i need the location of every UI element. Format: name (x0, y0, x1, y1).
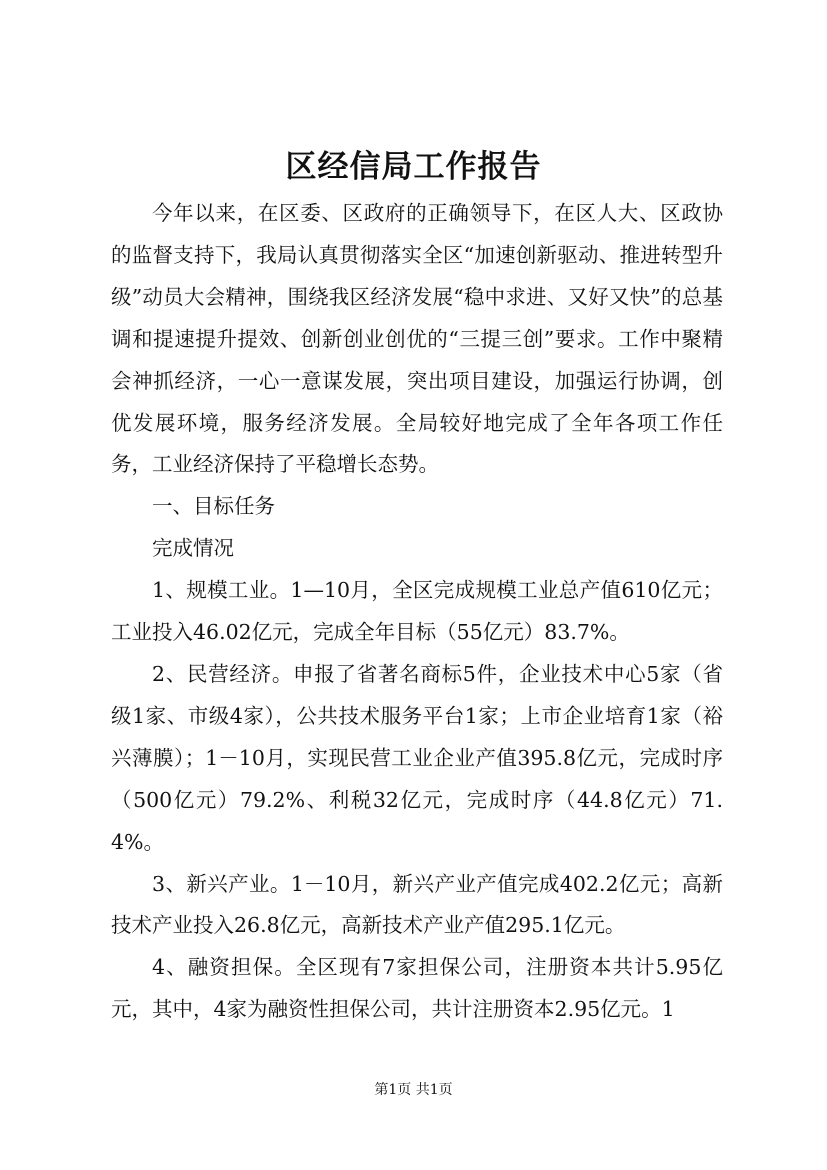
page-footer: 第1页 共1页 (374, 1082, 453, 1098)
item-industry-paragraph: 1、规模工业。1—10月，全区完成规模工业总产值610亿元；工业投入46.02亿元，完成全年目标（55亿元）83.7%。 (111, 578, 723, 645)
item-private-economy-paragraph: 2、民营经济。申报了省著名商标5件，企业技术中心5家（省级1家、市级4家），公共技术服务平台1家；上市企业培育1家（裕兴薄膜）；1－10月，实现民营工业企业产值395.8亿元，完成时序（500亿元）79.2%、利税32亿元，完成时序（44.8亿元）71.4%。 (111, 661, 723, 854)
subheading-completion: 完成情况 (152, 536, 234, 561)
document-body (111, 193, 723, 1031)
section-heading-goals: 一、目标任务 (152, 494, 275, 519)
item-emerging-industry-paragraph: 3、新兴产业。1－10月，新兴产业产值完成402.2亿元；高新技术产业投入26.8亿元，高新技术产业产值295.1亿元。 (111, 871, 723, 938)
intro-paragraph: 今年以来，在区委、区政府的正确领导下，在区人大、区政协的监督支持下，我局认真贯彻落实全区“加速创新驱动、推进转型升级”动员大会精神，围绕我区经济发展“稳中求进、又好又快”的总基调和提速提升提效、创新创业创优的“三提三创”要求。工作中聚精会神抓经济，一心一意谋发展，突出项目建设，加强运行协调，创优发展环境，服务经济发展。全局较好地完成了全年各项工作任务，工业经济保持了平稳增长态势。 (111, 201, 723, 477)
document-title: 区经信局工作报告 (285, 149, 542, 185)
item-financing-guarantee-paragraph: 4、融资担保。全区现有7家担保公司，注册资本共计5.95亿元，其中，4家为融资性担保公司，共计注册资本2.95亿元。1 (111, 955, 723, 1022)
